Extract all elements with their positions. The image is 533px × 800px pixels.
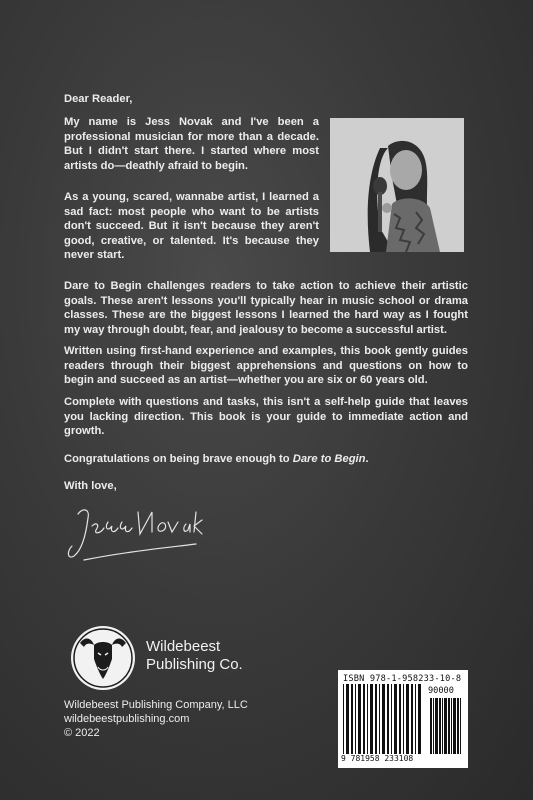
barcode-bar: [451, 698, 452, 754]
publisher-info: [64, 698, 248, 740]
signature-image: [64, 500, 204, 565]
barcode-bar: [379, 684, 380, 754]
barcode-bar: [375, 684, 377, 754]
barcode-bar: [457, 698, 459, 754]
author-photo: [330, 118, 464, 252]
barcode-bar: [382, 684, 385, 754]
publisher-website: wildebeestpublishing.com: [64, 713, 190, 725]
author-photo-illustration: [330, 118, 464, 252]
barcode-bar: [442, 698, 443, 754]
barcode-bar: [394, 684, 397, 754]
paragraph-dare-to-begin: Dare to Begin challenges readers to take action to achieve their artistic goals. These aren't lessons you'll typically hear in music school or drama classes. These are the biggest lessons I learned the hard way as I fought my way through doubt, fear, and jealousy to become a successful artist.: [64, 280, 468, 336]
congrats-text: Congratulations on being brave enough to: [64, 453, 293, 465]
barcode-bar: [448, 698, 450, 754]
barcode-bar: [355, 684, 356, 754]
isbn-barcode: [338, 670, 468, 768]
publisher-company: Wildebeest Publishing Company, LLC: [64, 699, 248, 711]
paragraph-complete-with: Complete with questions and tasks, this isn't a self-help guide that leaves you lacking direction. This book is your guide to immediate action and growth.: [64, 396, 468, 438]
salutation: Dear Reader,: [64, 93, 133, 105]
logo-line-2: Publishing Co.: [146, 656, 243, 673]
paragraph-congratulations: [64, 452, 468, 467]
barcode-bar: [387, 684, 389, 754]
ean-barcode-bars: [343, 684, 425, 754]
barcode-bar: [460, 698, 461, 754]
barcode-bar: [411, 684, 413, 754]
closing: With love,: [64, 480, 117, 492]
barcode-bar: [418, 684, 421, 754]
paragraph-written-using: Written using first-hand experience and examples, this book gently guides readers through their biggest apprehensions and questions on how to begin and succeed as an artist—whether you are six or 60 years old.: [64, 345, 468, 387]
barcode-bar: [435, 698, 438, 754]
addon-barcode-bars: [430, 698, 464, 754]
book-title: Dare to Begin: [292, 453, 366, 465]
congrats-period: .: [365, 453, 369, 465]
barcode-bar: [346, 684, 349, 754]
barcode-bar: [415, 684, 416, 754]
barcode-bar: [453, 698, 456, 754]
barcode-bar: [363, 684, 365, 754]
barcode-bar: [399, 684, 401, 754]
barcode-bar: [370, 684, 373, 754]
ean-digits: 9 781958 233108: [341, 754, 414, 763]
barcode-bar: [343, 684, 344, 754]
logo-line-1: Wildebeest: [146, 638, 221, 655]
barcode-bar: [358, 684, 361, 754]
paragraph-sad-fact: As a young, scared, wannabe artist, I learned a sad fact: most people who want to be artists don't succeed. But it isn't because they aren't good, creative, or talented. It's because they never start.: [64, 191, 319, 262]
barcode-bar: [403, 684, 404, 754]
isbn-text: ISBN 978-1-958233-10-8: [343, 674, 462, 684]
barcode-bar: [391, 684, 392, 754]
publisher-copyright: © 2022: [64, 727, 100, 739]
barcode-bar: [406, 684, 409, 754]
paragraph-intro: My name is Jess Novak and I've been a professional musician for more than a decade. But I didn't start there. I started where most artists do—deathly afraid to begin.: [64, 116, 319, 172]
wildebeest-logo-icon: [70, 625, 136, 691]
barcode-bar: [367, 684, 368, 754]
barcode-bar: [430, 698, 432, 754]
barcode-bar: [433, 698, 434, 754]
publisher-logo-text: [146, 638, 243, 674]
price-code: 90000: [428, 686, 454, 696]
barcode-bar: [439, 698, 441, 754]
barcode-bar: [351, 684, 353, 754]
barcode-bar: [444, 698, 447, 754]
